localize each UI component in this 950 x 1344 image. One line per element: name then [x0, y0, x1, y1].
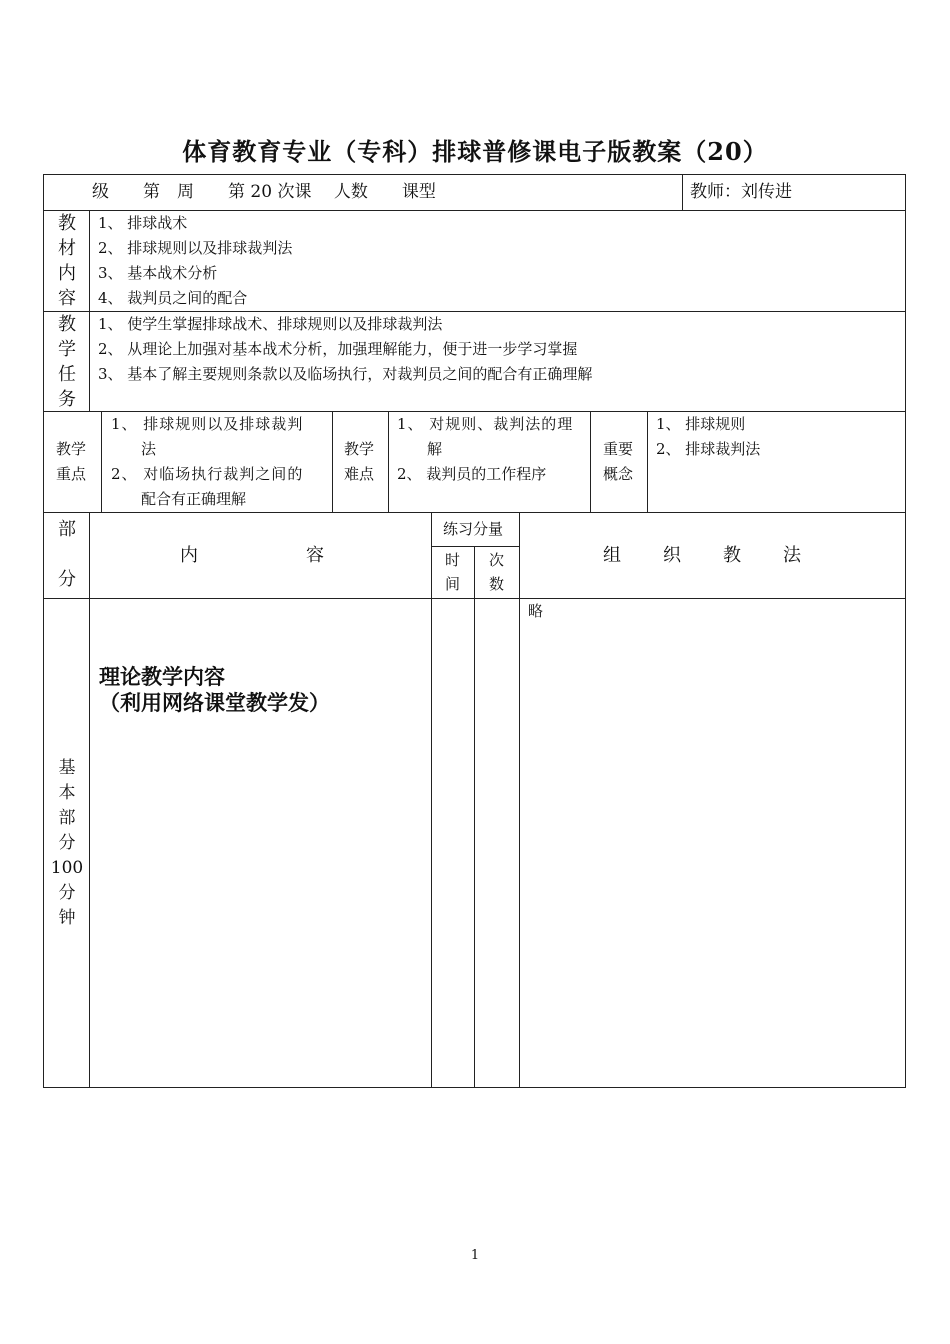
col-divider — [647, 411, 648, 512]
materials-item: 3、 基本战术分析 — [98, 264, 218, 282]
content-subheading: （利用网络课堂教学发） — [99, 691, 330, 715]
key-points-item: 2、 对临场执行裁判之间的 — [111, 465, 304, 483]
col-divider — [89, 210, 90, 411]
time-header: 时 — [445, 551, 461, 569]
key-points-item: 1、 排球规则以及排球裁判 — [111, 415, 304, 433]
concepts-item: 1、 排球规则 — [656, 415, 746, 433]
basic-part-char: 基 — [58, 758, 76, 778]
col-divider — [519, 512, 520, 1088]
part-header: 分 — [58, 569, 76, 590]
basic-part-char: 本 — [58, 783, 76, 803]
time-header: 间 — [445, 575, 461, 593]
difficulties-label: 教学 — [344, 440, 375, 458]
concepts-label: 重要 — [603, 440, 634, 458]
tasks-item: 3、 基本了解主要规则条款以及临场执行，对裁判员之间的配合有正确理解 — [98, 365, 593, 383]
col-divider — [474, 546, 475, 1088]
row-divider — [431, 546, 519, 547]
col-divider — [388, 411, 389, 512]
materials-item: 2、 排球规则以及排球裁判法 — [98, 239, 293, 257]
basic-part-char: 分 — [58, 833, 76, 853]
difficulties-item: 2、 裁判员的工作程序 — [397, 465, 547, 483]
page-number: 1 — [470, 1248, 480, 1263]
col-divider — [682, 174, 683, 210]
tasks-item: 1、 使学生掌握排球战术、排球规则以及排球裁判法 — [98, 315, 443, 333]
count-header: 数 — [489, 575, 505, 593]
class-info: 级 第 周 第 20 次课 人数 课型 — [92, 182, 436, 202]
basic-part-label — [45, 756, 89, 931]
col-divider — [431, 512, 432, 1088]
col-divider — [590, 411, 591, 512]
materials-item: 4、 裁判员之间的配合 — [98, 289, 248, 307]
basic-part-char: 100 — [50, 858, 84, 878]
page-title: 体育教育专业（专科）排球普修课电子版教案（20） — [182, 137, 768, 166]
basic-part-char: 分 — [58, 883, 76, 903]
key-points-item: 法 — [141, 440, 157, 458]
basic-part-char: 部 — [58, 808, 76, 828]
practice-header: 练习分量 — [443, 520, 504, 538]
method-text: 略 — [528, 602, 544, 620]
difficulties-label: 难点 — [344, 465, 375, 483]
difficulties-item: 解 — [427, 440, 443, 458]
difficulties-item: 1、 对规则、裁判法的理 — [397, 415, 574, 433]
key-points-item: 配合有正确理解 — [141, 490, 247, 508]
tasks-item: 2、 从理论上加强对基本战术分析，加强理解能力，便于进一步学习掌握 — [98, 340, 578, 358]
col-divider — [101, 411, 102, 512]
concepts-item: 2、 排球裁判法 — [656, 440, 761, 458]
basic-part-char: 钟 — [58, 908, 76, 928]
col-divider — [332, 411, 333, 512]
col-divider — [89, 512, 90, 1088]
key-points-label: 重点 — [56, 465, 87, 483]
content-heading: 理论教学内容 — [99, 665, 225, 689]
teacher-name: 教师：刘传进 — [690, 182, 792, 202]
materials-item: 1、 排球战术 — [98, 214, 188, 232]
tasks-label: 教 学 任 务 — [58, 314, 76, 410]
count-header: 次 — [489, 551, 505, 569]
method-header: 组 织 教 法 — [603, 545, 803, 566]
row-divider — [43, 512, 906, 513]
content-header: 内 容 — [180, 545, 324, 566]
materials-label: 教 材 内 容 — [58, 213, 76, 309]
key-points-label: 教学 — [56, 440, 87, 458]
concepts-label: 概念 — [603, 465, 634, 483]
part-header: 部 — [58, 519, 76, 540]
